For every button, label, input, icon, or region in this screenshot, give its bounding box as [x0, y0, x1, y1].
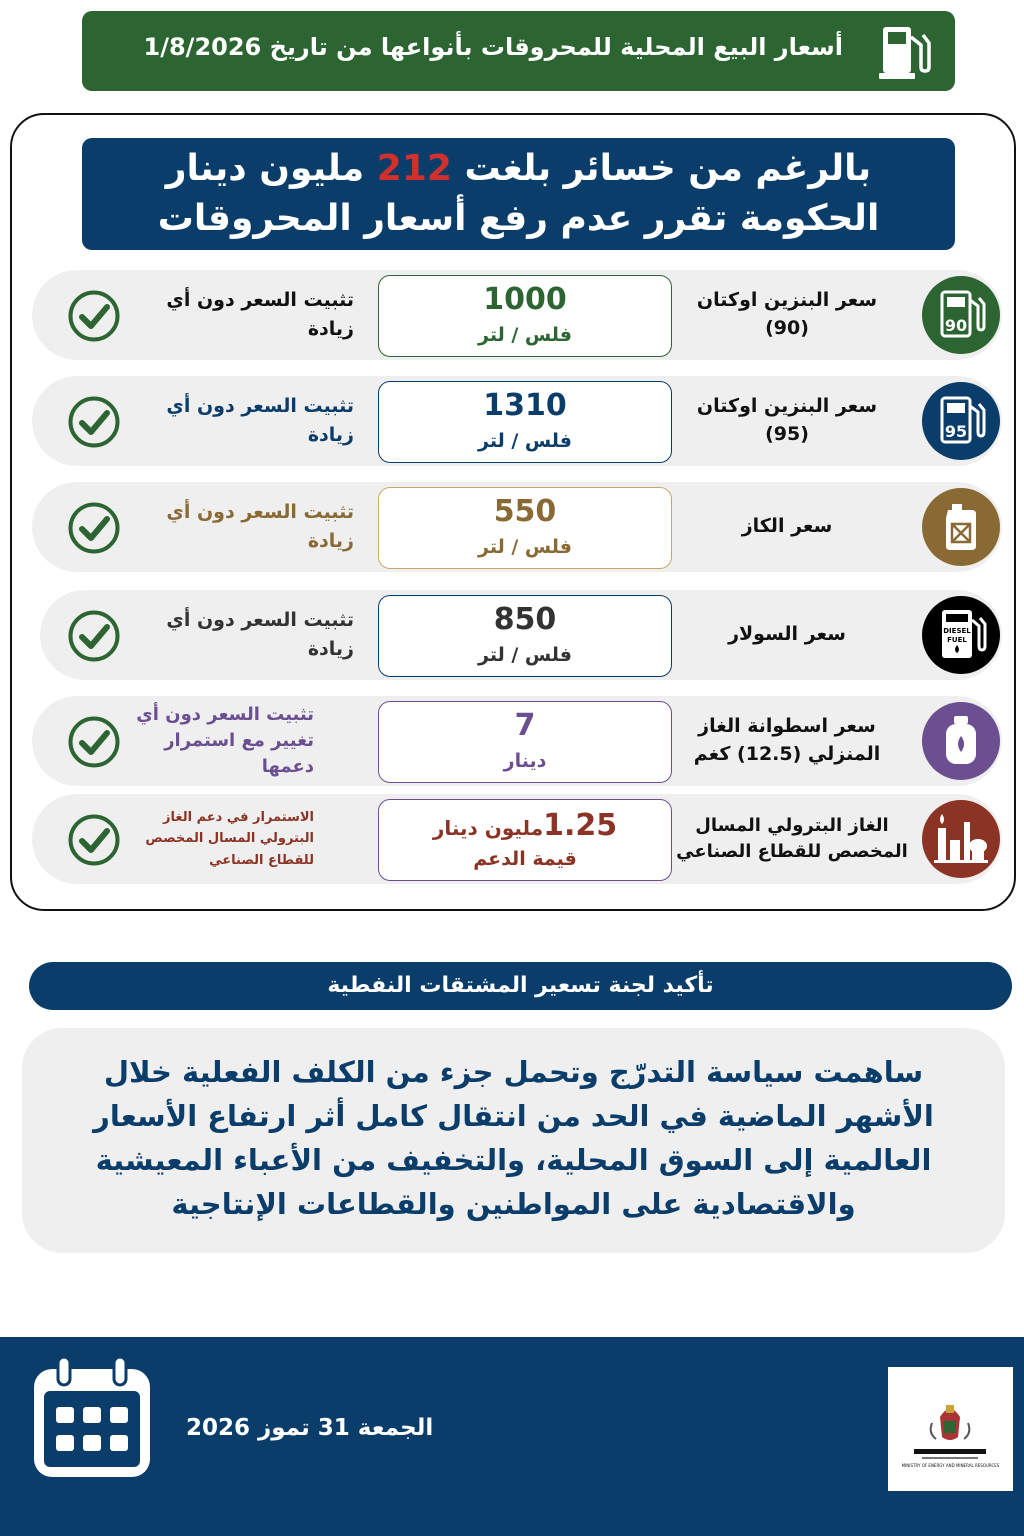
page-title: أسعار البيع المحلية للمحروقات بأنواعها من تاريخ 1/8/2026: [143, 33, 843, 61]
check-icon: [68, 610, 120, 662]
fuel-row-kerosene: [32, 482, 1002, 572]
price-unit: فلس / لتر: [478, 536, 572, 558]
footer-date: الجمعة 31 تموز 2026: [186, 1415, 434, 1441]
headline-line-2: الحكومة تقرر عدم رفع أسعار المحروقات: [157, 198, 880, 239]
fuel-name: الغاز البترولي المسال المخصص للقطاع الصناعي: [676, 814, 908, 862]
ministry-logo: [888, 1367, 1013, 1491]
price-box: [378, 275, 672, 357]
price-box: [378, 701, 672, 783]
price-value: 1000: [483, 282, 567, 317]
fuel-name: سعر البنزين اوكتان (95): [696, 395, 878, 445]
price-status: الاستمرار في دعم الغاز البترولي المسال المخصص للقطاع الصناعي: [145, 809, 314, 868]
fuel-pump-icon: [877, 23, 933, 81]
price-unit: فلس / لتر: [478, 644, 572, 666]
fuel-pump-95-icon: [922, 382, 1000, 460]
price-status: تثبيت السعر دون أي زيادة: [166, 288, 354, 340]
price-unit: فلس / لتر: [478, 324, 572, 346]
price-status: تثبيت السعر دون أي زيادة: [166, 608, 354, 660]
price-value: 7: [514, 708, 536, 743]
top-banner: [82, 11, 955, 91]
svg-text:95: 95: [944, 422, 968, 441]
ministry-name: MINISTRY OF ENERGY AND MINERAL RESOURCES: [901, 1463, 1000, 1468]
price-value: 1.25مليون دينار: [432, 808, 618, 843]
price-box: [378, 595, 672, 677]
headline-banner: [82, 138, 955, 250]
footer: [0, 1337, 1024, 1536]
fuel-name: سعر البنزين اوكتان (90): [696, 289, 878, 339]
headline-line-1: بالرغم من خسائر بلغت 212 مليون دينار: [165, 148, 872, 189]
fuel-name: سعر السولار: [728, 623, 846, 646]
price-unit: دينار: [503, 750, 547, 772]
price-status: تثبيت السعر دون أي تغيير مع استمرار دعمها: [136, 703, 314, 778]
price-value: 550: [493, 494, 557, 529]
price-unit: فلس / لتر: [478, 430, 572, 452]
check-icon: [68, 396, 120, 448]
fuel-row-gas-cylinder: [32, 696, 1002, 786]
loss-amount: 212: [376, 148, 452, 189]
price-value-suffix: مليون دينار: [432, 816, 544, 840]
check-icon: [68, 502, 120, 554]
svg-text:90: 90: [944, 316, 968, 335]
fuel-name: سعر اسطوانة الغاز المنزلي (12.5) كغم: [693, 715, 881, 765]
check-icon: [68, 716, 120, 768]
price-unit: قيمة الدعم: [473, 848, 577, 870]
price-value: 1310: [483, 388, 567, 423]
fuel-row-industrial-lpg: [32, 794, 1002, 884]
price-status: تثبيت السعر دون أي زيادة: [166, 500, 354, 552]
svg-text:DIESEL: DIESEL: [943, 627, 971, 635]
jerrycan-icon: [922, 488, 1000, 566]
gas-cylinder-icon: [922, 702, 1000, 780]
check-icon: [68, 290, 120, 342]
price-value: 850: [493, 602, 557, 637]
price-box: [378, 381, 672, 463]
price-box: [378, 799, 672, 881]
calendar-icon: [30, 1355, 154, 1481]
fuel-row-octane-95: [32, 376, 1002, 466]
fuel-pump-90-icon: [922, 276, 1000, 354]
industrial-factory-icon: [922, 800, 1000, 878]
check-icon: [68, 814, 120, 866]
coat-of-arms-icon: [888, 1367, 1013, 1491]
diesel-pump-icon: [922, 596, 1000, 674]
fuel-row-diesel: [40, 590, 1002, 680]
fuel-name: سعر الكاز: [741, 515, 833, 538]
price-box: [378, 487, 672, 569]
fuel-row-octane-90: [32, 270, 1002, 360]
svg-text:FUEL: FUEL: [947, 636, 967, 644]
section-title-bar: تأكيد لجنة تسعير المشتقات النفطية: [29, 962, 1012, 1010]
info-statement: ساهمت سياسة التدرّج وتحمل جزء من الكلف الفعلية خلال الأشهر الماضية في الحد من انتقال كامل أثر ارتفاع الأسعار العالمية إلى السوق المحلية، والتخفيف من الأعباء المعيشية والاقتصادية على المواطنين والقطاعات الإنتاجية: [22, 1028, 1005, 1253]
price-status: تثبيت السعر دون أي زيادة: [166, 394, 354, 446]
